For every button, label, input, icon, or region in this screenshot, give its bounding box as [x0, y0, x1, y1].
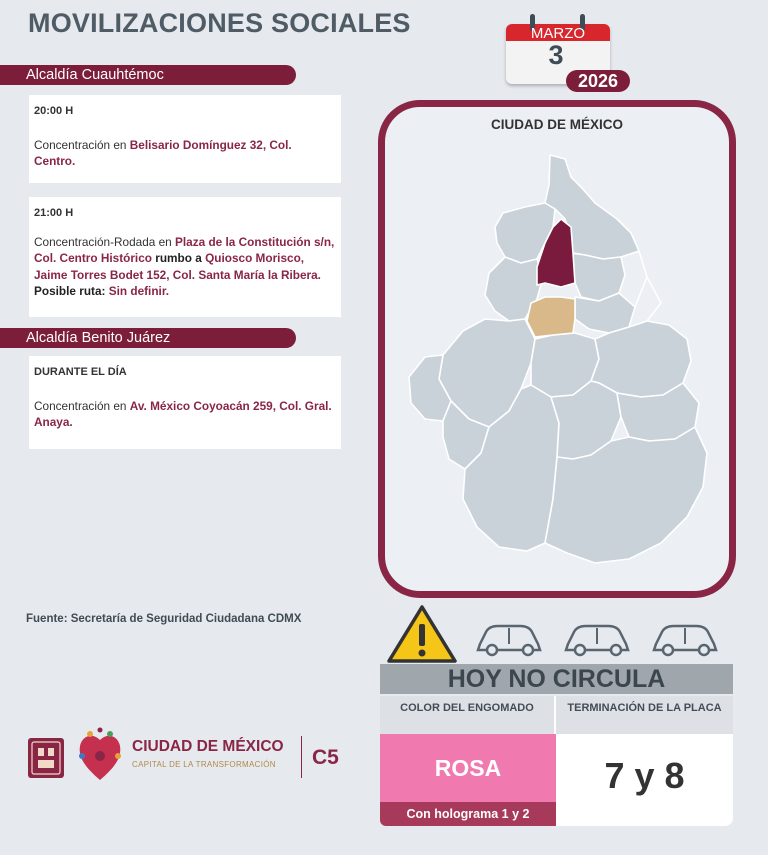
event-text: Concentración: [34, 137, 111, 152]
placa-header: TERMINACIÓN DE LA PLACA: [556, 696, 733, 734]
event-text: en: [110, 398, 130, 413]
event-location: Belisario Domínguez 32, Col. Centro.: [34, 137, 292, 168]
cdmx-map-frame: [378, 100, 736, 598]
plate-endings: 7 y 8: [556, 734, 733, 826]
car-icon: [650, 620, 722, 660]
map-region-benito-juarez: [527, 297, 575, 337]
section-header-benito-juarez: Alcaldía Benito Juárez: [0, 328, 296, 348]
engomado-header: COLOR DEL ENGOMADO: [380, 696, 556, 734]
calendar-year-badge: 2026: [566, 70, 630, 92]
section-header-cuauhtemoc: Alcaldía Cuauhtémoc: [0, 65, 296, 85]
event-time: DURANTE EL DÍA: [34, 366, 127, 378]
event-text: en: [110, 137, 130, 152]
event-text: Posible ruta:: [34, 284, 109, 298]
map-title: CIUDAD DE MÉXICO: [490, 117, 623, 132]
footer-logos: [26, 726, 356, 786]
calendar-month: MARZO: [530, 25, 586, 42]
source-note: Fuente: Secretaría de Seguridad Ciudadana CDMX: [26, 613, 302, 625]
engomado-color: ROSA: [380, 734, 556, 802]
event-description: [34, 234, 336, 300]
event-text: en: [155, 234, 176, 249]
event-location: Quiosco Morisco, Jaime Torres Bodet 152, Col. Santa María la Ribera.: [34, 251, 321, 282]
event-text: Concentración: [34, 398, 111, 413]
city-name: CIUDAD DE MÉXICO: [132, 738, 284, 755]
hoy-no-circula-panel: [380, 664, 733, 828]
city-subtitle: CAPITAL DE LA TRANSFORMACIÓN: [132, 760, 276, 769]
event-text: Concentración-Rodada: [34, 234, 156, 249]
car-icon: [474, 620, 546, 660]
cdmx-map: [385, 107, 729, 591]
event-card: [29, 197, 341, 317]
event-location: Plaza de la Constitución s/n, Col. Centro Histórico: [34, 234, 335, 265]
event-card: [29, 356, 341, 449]
event-description: [34, 398, 336, 431]
hoy-no-circula-title: HOY NO CIRCULA: [380, 664, 733, 694]
map-region: [575, 293, 635, 333]
car-icon: [562, 620, 634, 660]
c5-logo: C5: [312, 746, 339, 769]
calendar-day: 3: [548, 40, 564, 70]
event-location: Sin definir.: [108, 284, 170, 298]
event-text: rumbo a: [151, 251, 206, 265]
logo-divider: [301, 736, 302, 778]
cdmx-heart-logo: [76, 726, 124, 784]
cdmx-shield-logo: [26, 736, 66, 780]
event-card: [29, 95, 341, 183]
event-location: Av. México Coyoacán 259, Col. Gral. Anaya.: [34, 398, 332, 429]
event-time: 21:00 H: [34, 207, 74, 219]
event-time: 20:00 H: [34, 105, 74, 117]
page-title: MOVILIZACIONES SOCIALES: [28, 8, 411, 38]
hologram-note: Con holograma 1 y 2: [380, 802, 556, 826]
warning-icon: [386, 604, 458, 664]
event-description: [34, 137, 336, 170]
